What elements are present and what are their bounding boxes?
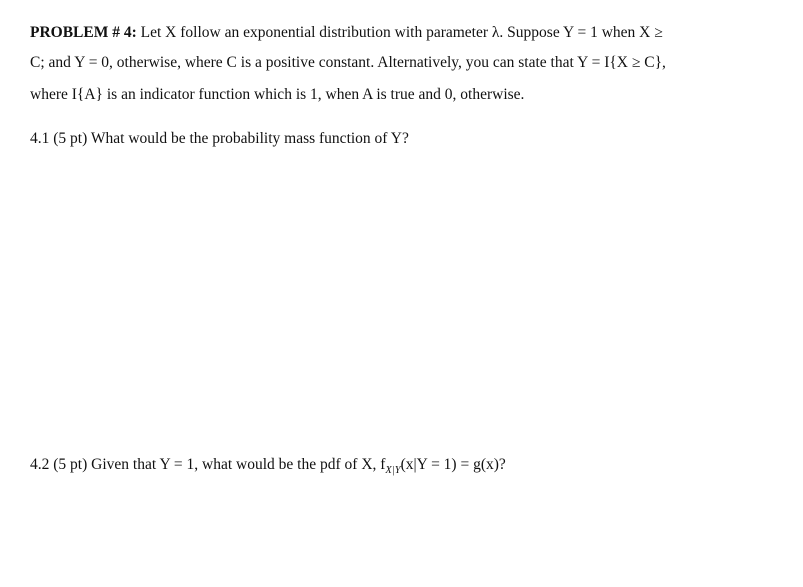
problem-heading: PROBLEM # 4: — [30, 24, 137, 41]
question-4-1-points: (5 pt) — [53, 130, 88, 147]
question-4-1 — [30, 130, 409, 148]
question-4-2-subscript: X|Y — [385, 465, 401, 476]
problem-statement-line-3: where I{A} is an indicator function which is 1, when A is true and 0, otherwise. — [30, 86, 525, 103]
question-4-2-text-after: (x|Y = 1) = g(x)? — [400, 456, 506, 473]
question-4-1-text: What would be the probability mass function of Y? — [90, 130, 409, 147]
question-4-2-number: 4.2 — [30, 456, 50, 473]
question-4-2-text — [91, 456, 506, 476]
question-4-1-number: 4.1 — [30, 130, 50, 147]
problem-statement-line-1: Let X follow an exponential distribution with parameter λ. Suppose Y = 1 when X ≥ — [140, 24, 663, 41]
question-4-2 — [30, 456, 506, 476]
question-4-2-text-before: Given that Y = 1, what would be the pdf of X, f — [91, 456, 386, 473]
problem-line-1 — [30, 24, 663, 42]
question-4-2-points: (5 pt) — [53, 456, 88, 473]
problem-statement-line-2: C; and Y = 0, otherwise, where C is a positive constant. Alternatively, you can state that Y = I{X ≥ C}, — [30, 54, 666, 71]
